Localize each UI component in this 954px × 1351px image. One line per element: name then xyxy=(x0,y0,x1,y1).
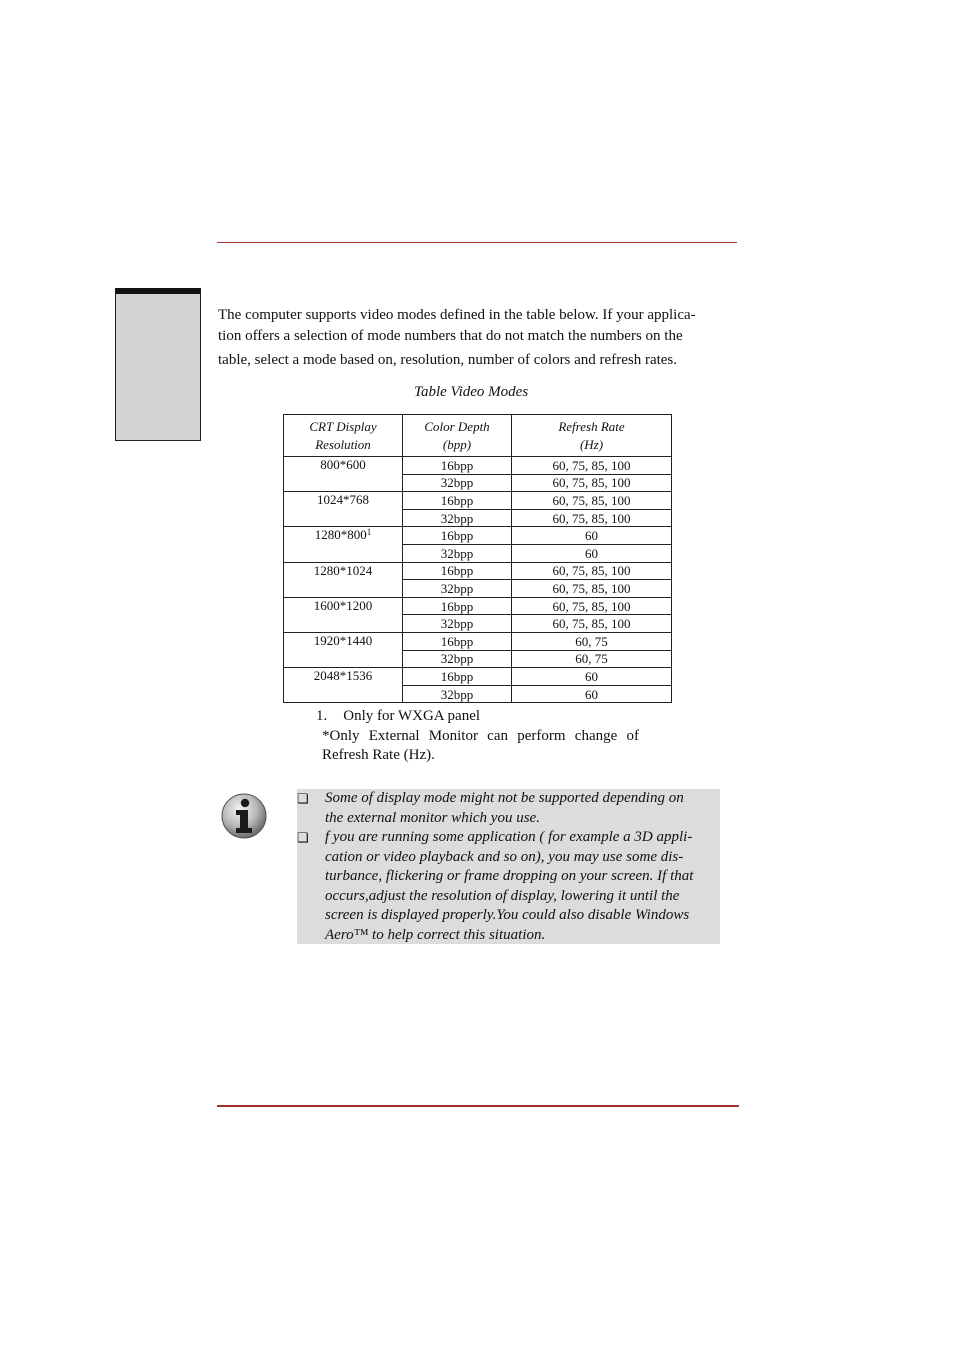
note-line: turbance, flickering or frame dropping on your screen. If that xyxy=(325,868,694,884)
color-depth-cell: 16bpp xyxy=(403,492,512,510)
color-depth-cell: 16bpp xyxy=(403,562,512,580)
color-depth-cell: 32bpp xyxy=(403,509,512,527)
checkbox-bullet-icon: ❑ xyxy=(297,830,309,845)
footer-rule xyxy=(217,1105,739,1107)
external-monitor-note: *Only External Monitor can perform change of Refresh Rate (Hz). xyxy=(322,728,639,763)
color-depth-cell: 16bpp xyxy=(403,597,512,615)
resolution-value: 1280*800 xyxy=(314,527,367,543)
note-text xyxy=(325,828,718,945)
header-color-depth xyxy=(403,415,512,457)
resolution-value: 2048*1536 xyxy=(313,668,373,684)
note-text xyxy=(325,789,718,828)
resolution-cell xyxy=(284,632,403,667)
note-line: the external monitor which you use. xyxy=(325,809,540,826)
resolution-cell xyxy=(284,457,403,492)
header-depth-line2: (bpp) xyxy=(442,436,472,452)
color-depth-cell: 16bpp xyxy=(403,632,512,650)
color-depth-cell: 32bpp xyxy=(403,580,512,598)
table-row xyxy=(284,457,672,475)
footnote-marker: 1 xyxy=(366,527,372,538)
refresh-rate-cell: 60, 75, 85, 100 xyxy=(512,580,672,598)
header-depth-line1: Color Depth xyxy=(424,418,490,434)
color-depth-cell: 16bpp xyxy=(403,668,512,686)
note-line: Some of display mode might not be supported depending on xyxy=(325,790,684,806)
table-row xyxy=(284,527,672,545)
refresh-rate-cell: 60, 75, 85, 100 xyxy=(512,474,672,492)
chapter-side-tab xyxy=(115,288,201,441)
note-line: cation or video playback and so on), you may use some dis- xyxy=(325,848,684,865)
refresh-rate-cell: 60, 75, 85, 100 xyxy=(512,597,672,615)
color-depth-cell: 16bpp xyxy=(403,527,512,545)
color-depth-cell: 32bpp xyxy=(403,544,512,562)
refresh-rate-cell: 60 xyxy=(512,668,672,686)
note-line: f you are running some application ( for example a 3D appli- xyxy=(325,829,693,845)
color-depth-cell: 32bpp xyxy=(403,474,512,492)
header-refresh-rate xyxy=(512,415,672,457)
resolution-value: 1600*1200 xyxy=(313,597,373,613)
refresh-rate-cell: 60, 75 xyxy=(512,632,672,650)
resolution-cell xyxy=(284,668,403,703)
resolution-cell xyxy=(284,527,403,562)
table-row xyxy=(284,562,672,580)
resolution-cell xyxy=(284,492,403,527)
intro-paragraph xyxy=(218,305,730,371)
table-header-row xyxy=(284,415,672,457)
table-row xyxy=(284,597,672,615)
note-line: Aero™ to help correct this situation. xyxy=(325,926,546,943)
color-depth-cell: 32bpp xyxy=(403,615,512,633)
footnote-text: Only for WXGA panel xyxy=(343,708,481,724)
refresh-rate-cell: 60 xyxy=(512,544,672,562)
header-refresh-line2: (Hz) xyxy=(579,436,604,452)
info-icon-graphic xyxy=(221,792,267,840)
header-resolution-line2: Resolution xyxy=(315,436,371,452)
resolution-value: 1920*1440 xyxy=(313,632,373,648)
info-icon xyxy=(221,792,267,840)
intro-line: tion offers a selection of mode numbers that do not match the numbers on the xyxy=(218,328,683,344)
resolution-value: 1280*1024 xyxy=(313,562,373,578)
color-depth-cell: 32bpp xyxy=(403,650,512,668)
note-line: occurs,adjust the resolution of display, lowering it until the xyxy=(325,887,680,904)
refresh-rate-cell: 60, 75 xyxy=(512,650,672,668)
resolution-value: 1024*768 xyxy=(317,492,369,508)
refresh-rate-cell: 60 xyxy=(512,527,672,545)
table-row xyxy=(284,632,672,650)
intro-line: The computer supports video modes defined in the table below. If your applica- xyxy=(218,307,696,323)
refresh-rate-cell: 60, 75, 85, 100 xyxy=(512,615,672,633)
header-refresh-line1: Refresh Rate xyxy=(558,418,625,434)
refresh-rate-cell: 60, 75, 85, 100 xyxy=(512,562,672,580)
color-depth-cell: 32bpp xyxy=(403,685,512,703)
checkbox-bullet-icon: ❑ xyxy=(297,791,309,806)
refresh-rate-cell: 60 xyxy=(512,685,672,703)
refresh-rate-cell: 60, 75, 85, 100 xyxy=(512,509,672,527)
note-box xyxy=(297,789,720,944)
color-depth-cell: 16bpp xyxy=(403,457,512,475)
header-resolution xyxy=(284,415,403,457)
resolution-cell xyxy=(284,562,403,597)
header-rule xyxy=(217,242,737,243)
table-caption: Table Video Modes xyxy=(414,384,529,400)
refresh-rate-cell: 60, 75, 85, 100 xyxy=(512,492,672,510)
footnote-number: 1. xyxy=(316,708,328,724)
footnote xyxy=(316,708,480,725)
resolution-value: 800*600 xyxy=(320,457,366,472)
resolution-cell xyxy=(284,597,403,632)
table-body xyxy=(284,457,672,703)
note-line: screen is displayed properly.You could also disable Windows xyxy=(325,907,690,923)
intro-line: table, select a mode based on, resolution, number of colors and refresh rates. xyxy=(218,352,678,368)
video-modes-table xyxy=(283,414,672,703)
refresh-rate-cell: 60, 75, 85, 100 xyxy=(512,457,672,475)
header-resolution-line1: CRT Display xyxy=(309,418,377,434)
table-row xyxy=(284,668,672,686)
table-row xyxy=(284,492,672,510)
